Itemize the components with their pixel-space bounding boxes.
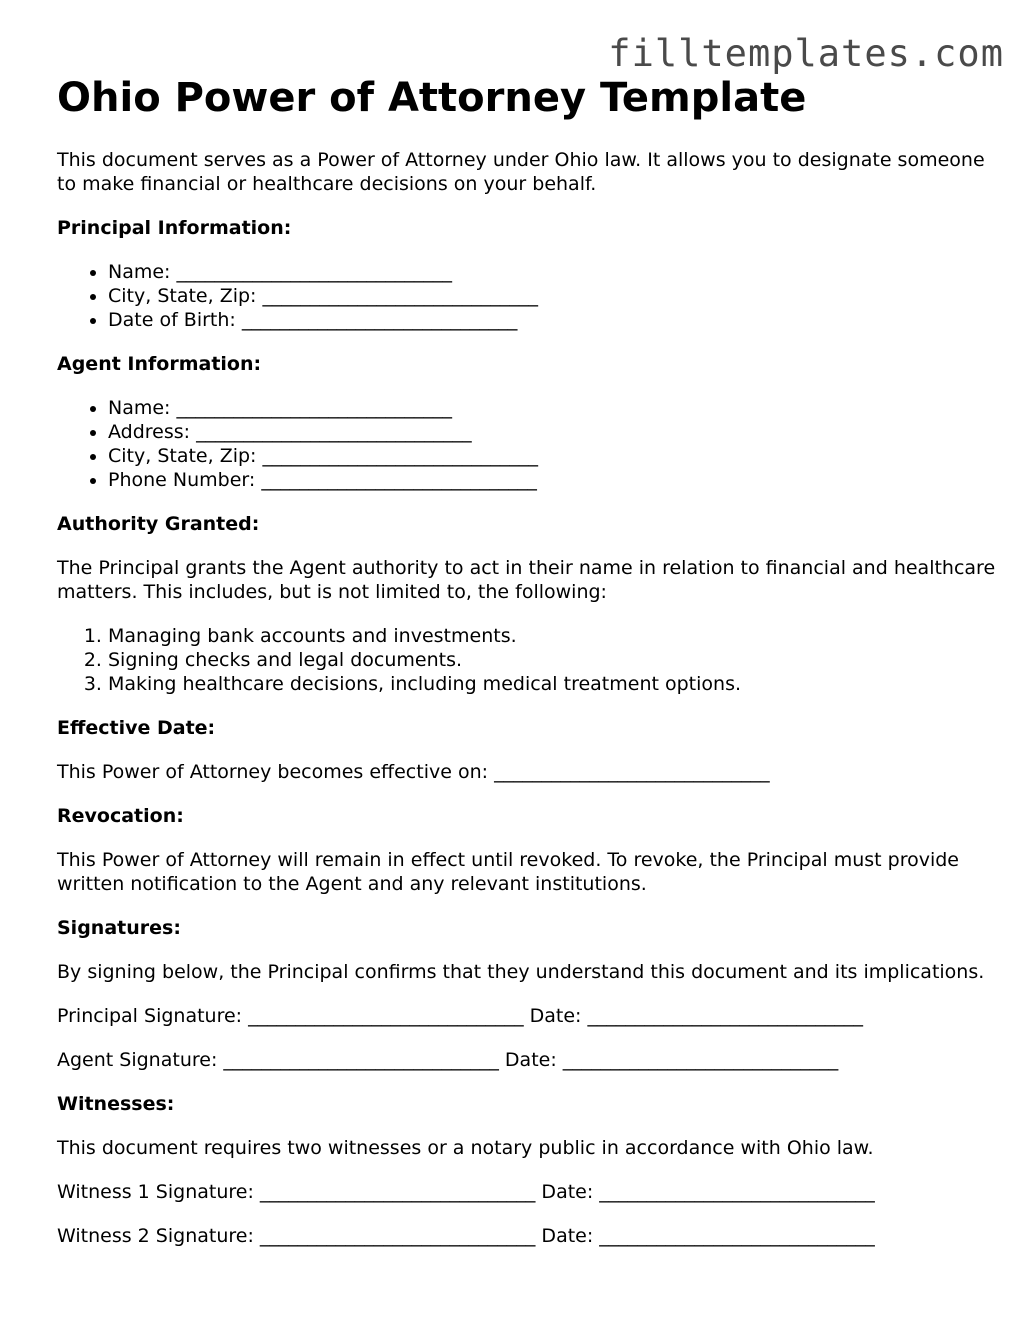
signatures-paragraph: By signing below, the Principal confirms that they understand this document and its implications. — [57, 961, 985, 983]
authority-paragraph: The Principal grants the Agent authority to act in their name in relation to financial and healthcare matters. This includes, but is not limited to, the following: — [57, 557, 996, 603]
agent-heading: Agent Information: — [57, 353, 262, 375]
authority-heading: Authority Granted: — [57, 513, 260, 535]
revocation-paragraph: This Power of Attorney will remain in effect until revoked. To revoke, the Principal must provide written notification to the Agent and any relevant institutions. — [57, 849, 959, 895]
principal-dob-field: • Date of Birth: _____________________________ — [108, 308, 997, 332]
authority-item: 2. Signing checks and legal documents. — [108, 648, 997, 672]
agent-name-field: • Name: _____________________________ — [108, 396, 997, 420]
agent-address-field: • Address: _____________________________ — [108, 420, 997, 444]
authority-list — [57, 624, 997, 696]
witnesses-paragraph: This document requires two witnesses or a notary public in accordance with Ohio law. — [57, 1137, 874, 1159]
authority-item: 3. Making healthcare decisions, including medical treatment options. — [108, 672, 997, 696]
principal-name-field: • Name: _____________________________ — [108, 260, 997, 284]
agent-phone-field: • Phone Number: _____________________________ — [108, 468, 997, 492]
agent-list — [57, 396, 997, 492]
witness2-signature-line: Witness 2 Signature: _____________________________ Date: _____________________________ — [57, 1225, 875, 1247]
intro-paragraph: This document serves as a Power of Attorney under Ohio law. It allows you to designate someone to make financial or healthcare decisions on your behalf. — [57, 149, 985, 195]
revocation-heading: Revocation: — [57, 805, 184, 827]
document-title: Ohio Power of Attorney Template — [57, 75, 807, 121]
effective-paragraph: This Power of Attorney becomes effective on: _____________________________ — [57, 761, 770, 783]
principal-city-field: • City, State, Zip: _____________________________ — [108, 284, 997, 308]
signatures-heading: Signatures: — [57, 917, 181, 939]
witness1-signature-line: Witness 1 Signature: _____________________________ Date: _____________________________ — [57, 1181, 875, 1203]
watermark: filltemplates.com — [608, 32, 1004, 75]
agent-city-field: • City, State, Zip: _____________________________ — [108, 444, 997, 468]
document-body — [57, 72, 997, 1248]
principal-heading: Principal Information: — [57, 217, 292, 239]
principal-list — [57, 260, 997, 332]
witnesses-heading: Witnesses: — [57, 1093, 175, 1115]
agent-signature-line: Agent Signature: _____________________________ Date: _____________________________ — [57, 1049, 839, 1071]
effective-heading: Effective Date: — [57, 717, 216, 739]
authority-item: 1. Managing bank accounts and investments. — [108, 624, 997, 648]
principal-signature-line: Principal Signature: _____________________________ Date: _____________________________ — [57, 1005, 863, 1027]
